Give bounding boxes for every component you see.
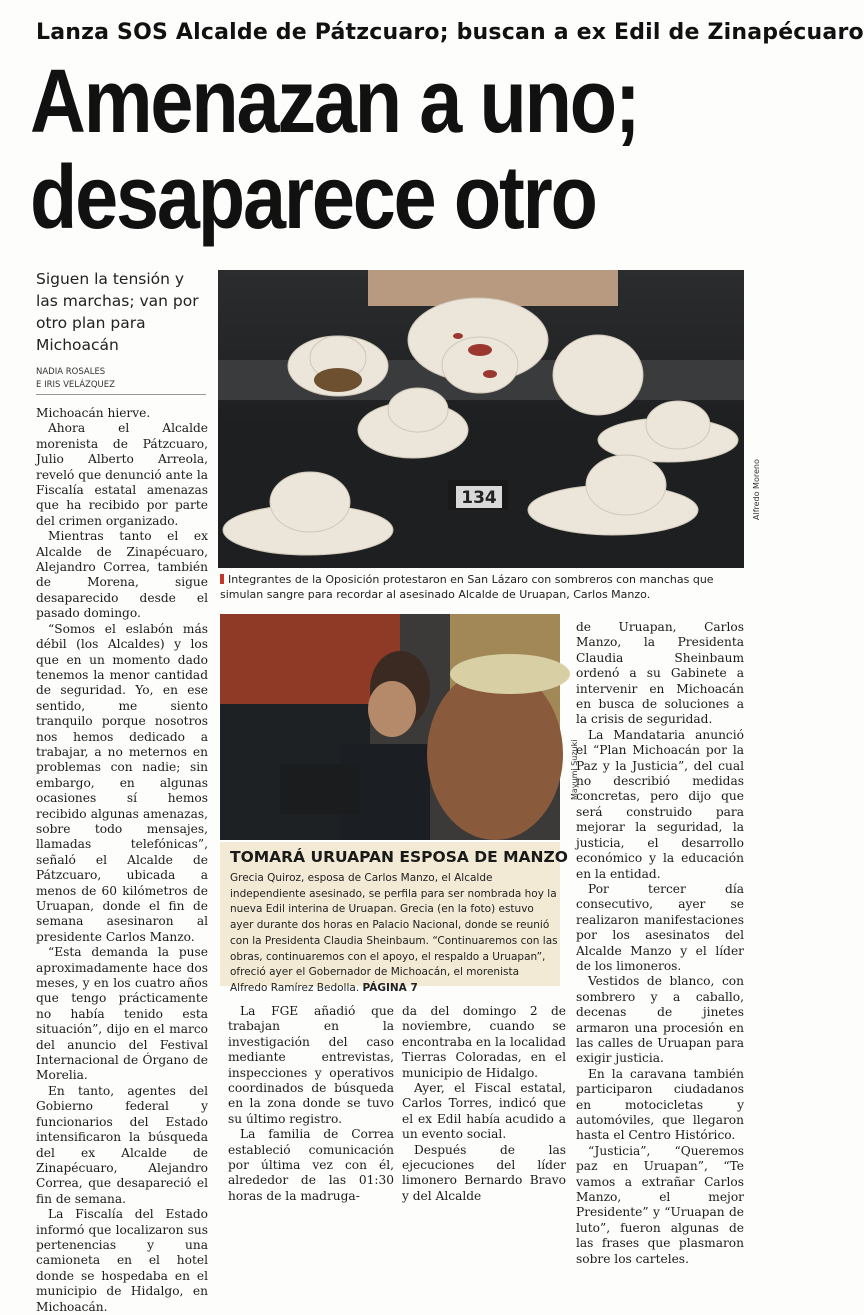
paragraph: Por tercer día consecutivo, ayer se realizaron manifestaciones por los asesinatos del Alcalde Manzo y el líder de los limoneros.	[576, 881, 744, 973]
sidebar-title: TOMARÁ URUAPAN ESPOSA DE MANZO	[230, 848, 568, 866]
paragraph: La Fiscalía del Estado informó que localizaron sus pertenencias y una camioneta en el hotel donde se hospedaba en el municipio de Hidalgo, en Michoacán.	[36, 1207, 208, 1314]
paragraph: Michoacán hierve.	[36, 406, 151, 420]
headline-line-2: desaparece otro	[30, 148, 596, 248]
byline-author-2: E IRIS VELÁZQUEZ	[36, 380, 115, 390]
seat-number-label: 134	[461, 488, 497, 508]
photo-protest-hats	[218, 270, 744, 568]
headline-line-1: Amenazan a uno;	[30, 52, 639, 152]
paragraph: Vestidos de blanco, con sombrero y a caballo, decenas de jinetes armaron una procesión en las calles de Uruapan para exigir justicia.	[576, 974, 744, 1066]
paragraph: de Uruapan, Carlos Manzo, la Presidenta Claudia Sheinbaum ordenó a su Gabinete a intervenir en Michoacán en busca de soluciones a la crisis de seguridad.	[576, 620, 744, 727]
paragraph: La familia de Correa estableció comunicación por última vez con él, alrededor de las 01:30 horas de la madruga-	[228, 1127, 394, 1203]
body-column-3	[402, 1004, 566, 1204]
deck: Siguen la tensión y las marchas; van por otro plan para Michoacán	[36, 270, 199, 354]
photo-credit-2: Mayumi Suzuki	[570, 739, 579, 800]
kicker: Lanza SOS Alcalde de Pátzcuaro; buscan a ex Edil de Zinapécuaro	[36, 20, 864, 45]
body-column-2	[228, 1004, 394, 1204]
paragraph: En tanto, agentes del Gobierno federal y funcionarios del Estado intensificaron la búsqueda del ex Alcalde de Zinapécuaro, Alejandro Correa, que desapareció el fin de semana.	[36, 1083, 208, 1206]
byline-author-1: NADIA ROSALES	[36, 367, 106, 377]
paragraph: “Esta demanda la puse aproximadamente hace dos meses, y en los cuatro años que tengo prácticamente no había tenido esta situación”, dijo en el marco del anuncio del Festival Internacional de Órgano de Morelia.	[36, 945, 208, 1083]
paragraph: Ayer, el Fiscal estatal, Carlos Torres, indicó que el ex Edil había acudido a un evento social.	[402, 1081, 566, 1142]
photo-caption-1	[220, 572, 744, 602]
page-reference-link[interactable]: PÁGINA 7	[362, 981, 418, 994]
photo-protest-hats-image	[218, 270, 744, 568]
byline	[36, 366, 206, 392]
paragraph: da del domingo 2 de noviembre, cuando se encontraba en la localidad Tierras Coloradas, en el municipio de Hidalgo.	[402, 1004, 566, 1080]
photo-grecia-quiroz	[220, 614, 560, 840]
paragraph: “Justicia”, “Queremos paz en Uruapan”, “Te vamos a extrañar Carlos Manzo, el mejor Presidente” y “Uruapan de luto”, fueron algunas de las frases que plasmaron sobre los carteles.	[576, 1143, 744, 1266]
photo-grecia-quiroz-image	[220, 614, 560, 840]
photo-caption-text: Integrantes de la Oposición protestaron en San Lázaro con sombreros con manchas que simulan sangre para recordar al asesinado Alcalde de Uruapan, Carlos Manzo.	[220, 573, 714, 601]
paragraph: En la caravana también participaron ciudadanos en motocicletas y automóviles, que llegaron hasta el Centro Histórico.	[576, 1066, 744, 1143]
paragraph: La Mandataria anunció el “Plan Michoacán por la Paz y la Justicia”, del cual no describió medidas concretas, pero dijo que será construido para mejorar la seguridad, la justicia, el desarrollo económico y la educación en la entidad.	[576, 727, 744, 881]
caption-marker-icon	[220, 574, 224, 584]
sidebar-body: Grecia Quiroz, esposa de Carlos Manzo, el Alcalde independiente asesinado, se perfila para ser nombrada hoy la nueva Edil interina de Uruapan. Grecia (en la foto) estuvo ayer durante dos horas en Palacio Nacional, donde se reunió con la Presidenta Claudia Sheinbaum. “Continuaremos con las obras, continuaremos con el apoyo, el respaldo a Uruapan”, ofreció ayer el Gobernador de Michoacán, el morenista Alfredo Ramírez Bedolla.	[230, 872, 558, 994]
body-column-4	[576, 620, 744, 1267]
photo-credit-1: Alfredo Moreno	[752, 459, 761, 520]
paragraph: “Somos el eslabón más débil (los Alcaldes) y los que en un momento dado tenemos la menor cantidad de seguridad. Yo, en ese sentido, me siento tranquilo porque nosotros nos hemos dedicado a trabajar, a no meternos en problemas con nadie; sin embargo, en algunas ocasiones sí hemos recibido algunas amenazas, sobre todo mensajes, llamadas telefónicas”, señaló el Alcalde de Pátzcuaro, ubicada a menos de 60 kilómetros de Uruapan, donde el fin de semana asesinaron al presidente Carlos Manzo.	[36, 621, 208, 944]
paragraph: Después de las ejecuciones del líder limonero Bernardo Bravo y del Alcalde	[402, 1142, 566, 1203]
byline-divider	[36, 394, 206, 395]
sidebar-text	[230, 871, 558, 997]
body-column-1	[36, 406, 208, 1315]
paragraph: Ahora el Alcalde morenista de Pátzcuaro, Julio Alberto Arreola, reveló que denunció ante la Fiscalía estatal amenazas que ha recibido por parte del crimen organizado.	[36, 421, 208, 528]
paragraph: La FGE añadió que trabajan en la investigación del caso mediante entrevistas, inspecciones y operativos coordinados de búsqueda en la zona donde se tuvo su último registro.	[228, 1004, 394, 1126]
paragraph: Mientras tanto el ex Alcalde de Zinapécuaro, Alejandro Correa, también de Morena, sigue desaparecido desde el pasado domingo.	[36, 529, 208, 621]
headline	[30, 54, 649, 246]
